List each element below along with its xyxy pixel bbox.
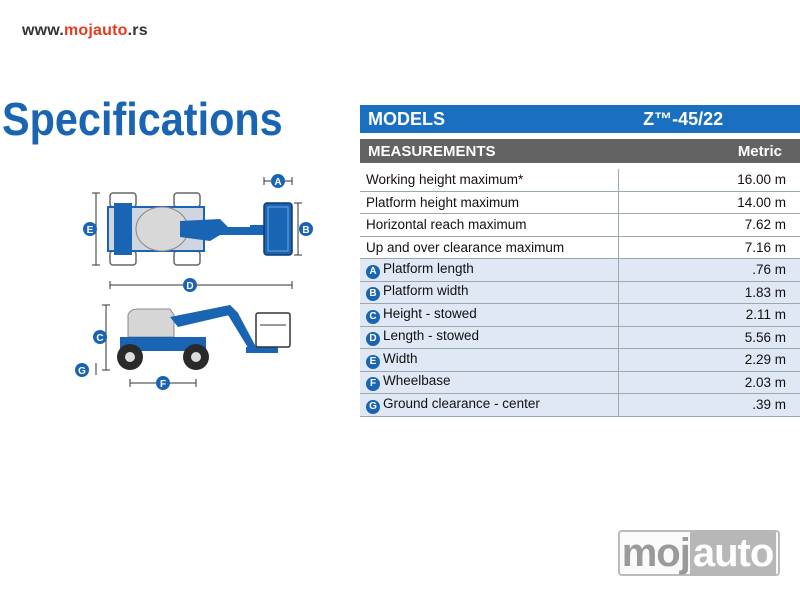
spec-row (360, 371, 800, 394)
spec-label: Platform height maximum (366, 194, 520, 210)
spec-row (360, 169, 800, 191)
spec-row (360, 236, 800, 259)
model-name: Z™-45/22 (643, 108, 724, 129)
spec-value: 5.56 m (618, 326, 800, 349)
watermark-logo (618, 530, 780, 576)
marker-b-label: B (302, 225, 310, 236)
spec-table (360, 105, 800, 417)
models-label: MODELS (368, 108, 446, 129)
watermark-part2: auto (690, 531, 776, 576)
spec-badge: G (366, 400, 380, 414)
spec-label-cell (360, 236, 618, 259)
spec-badge: C (366, 310, 380, 324)
marker-c-label: C (96, 333, 104, 344)
spec-label-cell (360, 304, 618, 327)
side-view-diagram (96, 305, 290, 387)
marker-e-label: E (86, 225, 94, 236)
site-url-pre: www. (22, 22, 64, 39)
spec-row (360, 304, 800, 327)
marker-f (156, 376, 170, 390)
spec-label: Platform width (383, 283, 469, 299)
spec-label-cell (360, 371, 618, 394)
marker-c (93, 330, 107, 344)
watermark-part1: moj (621, 530, 690, 575)
spec-value: 2.03 m (618, 371, 800, 394)
spec-label-cell (360, 259, 618, 282)
spec-value: 14.00 m (618, 191, 800, 214)
spec-label: Horizontal reach maximum (366, 217, 527, 233)
spec-row (360, 214, 800, 237)
spec-value: .76 m (618, 259, 800, 282)
models-header-row (360, 105, 800, 133)
spec-label: Wheelbase (383, 373, 451, 389)
unit-label: Metric (737, 142, 782, 160)
site-url[interactable] (22, 22, 148, 40)
spec-row (360, 259, 800, 282)
machine-diagram (70, 165, 330, 405)
spec-label-cell (360, 394, 618, 417)
spec-value: 7.16 m (618, 236, 800, 259)
spec-row (360, 326, 800, 349)
site-url-post: .rs (127, 22, 148, 39)
page-title: Specifications (2, 93, 283, 145)
marker-g-label: G (78, 366, 86, 377)
marker-d-label: D (186, 281, 194, 292)
marker-f-label: F (159, 379, 167, 390)
spec-badge: E (366, 355, 380, 369)
measurements-label: MEASUREMENTS (368, 142, 496, 160)
spec-label: Working height maximum* (366, 172, 524, 188)
spec-row (360, 394, 800, 417)
spec-label: Ground clearance - center (383, 395, 540, 411)
spec-badge: F (366, 377, 380, 391)
spec-value: 7.62 m (618, 214, 800, 237)
spec-label-cell (360, 214, 618, 237)
spec-label: Platform length (383, 260, 474, 276)
spec-row (360, 349, 800, 372)
spec-badge: D (366, 332, 380, 346)
marker-b (299, 222, 313, 236)
spec-label-cell (360, 326, 618, 349)
marker-d (183, 278, 197, 292)
spec-value: 2.29 m (618, 349, 800, 372)
marker-g (75, 363, 89, 377)
spec-value: .39 m (618, 394, 800, 417)
spec-label: Length - stowed (383, 328, 480, 344)
spec-label: Height - stowed (383, 305, 477, 321)
spec-label-cell (360, 349, 618, 372)
spec-row (360, 281, 800, 304)
spec-value: 16.00 m (618, 169, 800, 191)
marker-a-label: A (274, 177, 282, 188)
spec-row (360, 191, 800, 214)
spec-label-cell (360, 191, 618, 214)
marker-a (271, 174, 285, 188)
spec-rows (360, 169, 800, 416)
spec-badge: A (366, 265, 380, 279)
spec-badge: B (366, 287, 380, 301)
spec-value: 1.83 m (618, 281, 800, 304)
spec-label-cell (360, 281, 618, 304)
top-view-diagram (92, 177, 302, 289)
measurements-header-row (360, 139, 800, 163)
marker-e (83, 222, 97, 236)
spec-value: 2.11 m (618, 304, 800, 327)
spec-label: Up and over clearance maximum (366, 239, 565, 255)
spec-label: Width (383, 350, 418, 366)
site-url-mid: mojauto (64, 22, 128, 39)
spec-label-cell (360, 169, 618, 191)
